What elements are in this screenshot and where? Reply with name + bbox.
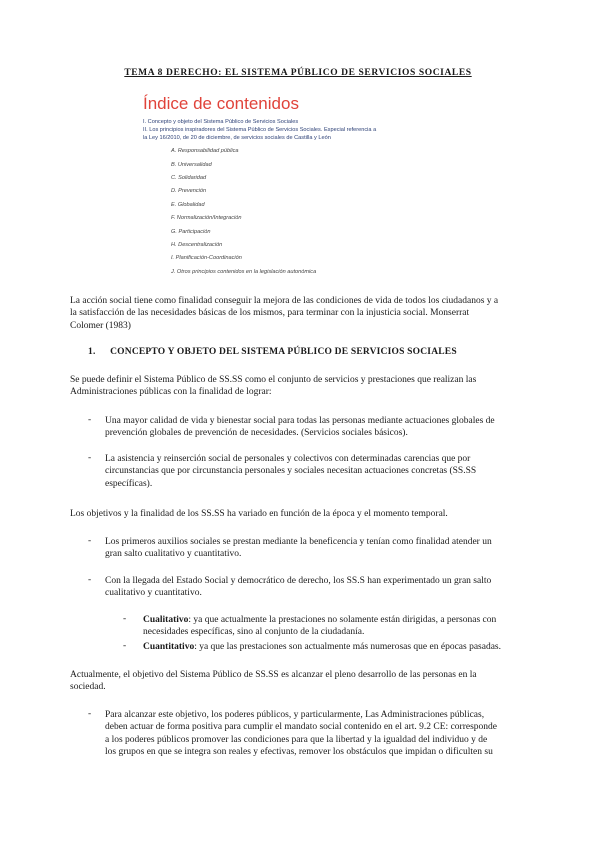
text-line: deben actuar de forma positiva para cumplir el mandato social contenido en el art. 9.2 CE: corresponde	[105, 722, 497, 733]
current-paragraph	[70, 669, 477, 694]
text-line: Actualmente, el objetivo del Sistema Público de SS.SS es alcanzar el pleno desarrollo de las personas en la	[70, 670, 477, 680]
text-line: cualitativo y cuantitativo.	[105, 588, 202, 599]
toc-line: II. Los principios inspiradores del Sistema Público de Servicios Sociales. Especial referencia a	[143, 127, 377, 133]
bullet-dash: -	[88, 575, 92, 585]
toc-heading: Índice de contenidos	[143, 94, 299, 113]
text-line: circunstancias que por circunstancia personales y sociales necesitan actuaciones concretas (SS.SS	[105, 466, 477, 477]
toc-line: la Ley 16/2010, de 20 de diciembre, de servicios sociales de Castilla y León	[143, 135, 331, 141]
text-line: a los poderes públicos promover las condiciones para que la libertad y la igualdad del individuo y de	[105, 734, 488, 745]
text-line: la satisfacción de las necesidades básicas de los mismos, para terminar con la injusticia social. Monserrat	[70, 308, 470, 319]
bullet-item	[105, 709, 497, 759]
bullet-item	[105, 575, 491, 600]
text-line: prevención globales de prevención de necesidades. (Servicios sociales básicos).	[105, 428, 408, 439]
section-heading	[88, 347, 457, 357]
toc-item: D. Prevención	[171, 188, 207, 195]
text-line: Los primeros auxilios sociales se prestan mediante la beneficencia y tenían como finalidad atender un	[105, 537, 492, 547]
text-line: necesidades específicas, sino al conjunto de la ciudadanía.	[143, 627, 365, 638]
text-line: La acción social tiene como finalidad conseguir la mejora de las condiciones de vida de todos los ciudadanos y a	[70, 296, 499, 306]
text-span: : ya que actualmente la prestaciones no solamente están dirigidas, a personas con	[188, 615, 497, 625]
sub-bullet-item	[143, 614, 496, 639]
toc-item: C. Solidaridad	[171, 174, 207, 181]
text-line: Colomer (1983)	[70, 320, 131, 331]
objectives-paragraph: Los objetivos y la finalidad de los SS.SS ha variado en función de la época y el momento temporal.	[70, 509, 448, 519]
section-number: 1.	[88, 347, 96, 357]
bullet-item	[105, 536, 492, 561]
toc-item: E. Globalidad	[171, 201, 205, 208]
text-line: sociedad.	[70, 682, 106, 693]
toc-item: J. Otros principios contenidos en la legislación autonómica	[171, 268, 317, 275]
sub-bullet-dash: -	[123, 614, 127, 624]
text-line: Para alcanzar este objetivo, los poderes públicos, y particularmente, Las Administraciones públicas,	[105, 710, 485, 720]
page-title: TEMA 8 DERECHO: EL SISTEMA PÚBLICO DE SERVICIOS SOCIALES	[124, 68, 472, 78]
bullet-dash: -	[88, 709, 92, 719]
bullet-dash: -	[88, 536, 92, 546]
text-line: La asistencia y reinserción social de personales y colectivos con determinadas carencias que por	[105, 454, 471, 464]
text-line	[143, 614, 496, 626]
section-title: CONCEPTO Y OBJETO DEL SISTEMA PÚBLICO DE SERVICIOS SOCIALES	[110, 347, 457, 357]
bullet-dash: -	[88, 415, 92, 425]
text-line: Se puede definir el Sistema Público de SS.SS como el conjunto de servicios y prestaciones que realizan las	[70, 375, 477, 385]
sub-bullet-dash: -	[123, 641, 127, 651]
bullet-item	[105, 453, 476, 490]
toc-item: F. Normalización/Integración	[171, 215, 242, 222]
text-line: Una mayor calidad de vida y bienestar social para todas las personas mediante actuaciones globales de	[105, 416, 495, 426]
definition-paragraph	[70, 374, 476, 399]
text-line: específicas).	[105, 478, 153, 489]
table-of-contents-image	[143, 94, 473, 276]
text-line: Con la llegada del Estado Social y democrático de derecho, los SS.S han experimentado un gran salto	[105, 576, 492, 586]
term-qualitative: Cualitativo	[143, 615, 189, 625]
text-line: los grupos en que se integra son reales y efectivas, remover los obstáculos que impidan o dificulten su	[105, 747, 493, 758]
toc-item: H. Descentralización	[171, 241, 223, 248]
toc-item: A. Responsabilidad pública	[171, 148, 239, 155]
toc-line: I. Concepto y objeto del Sistema Público de Servicios Sociales	[143, 119, 299, 125]
text-line	[143, 641, 501, 653]
text-line: gran salto cualitativo y cuantitativo.	[105, 549, 242, 560]
bullet-item	[105, 415, 495, 440]
toc-item: I. Planificación-Coordinación	[171, 255, 242, 262]
bullet-dash: -	[88, 453, 92, 463]
text-line: Administraciones públicas con la finalidad de lograr:	[70, 387, 272, 398]
sub-bullet-item	[143, 641, 501, 653]
text-span: : ya que las prestaciones son actualmente más numerosas que en épocas pasadas.	[194, 642, 502, 652]
term-quantitative: Cuantitativo	[143, 642, 195, 652]
toc-item: G. Participación	[171, 228, 211, 235]
toc-item: B. Universalidad	[171, 161, 212, 168]
intro-paragraph	[70, 295, 498, 332]
